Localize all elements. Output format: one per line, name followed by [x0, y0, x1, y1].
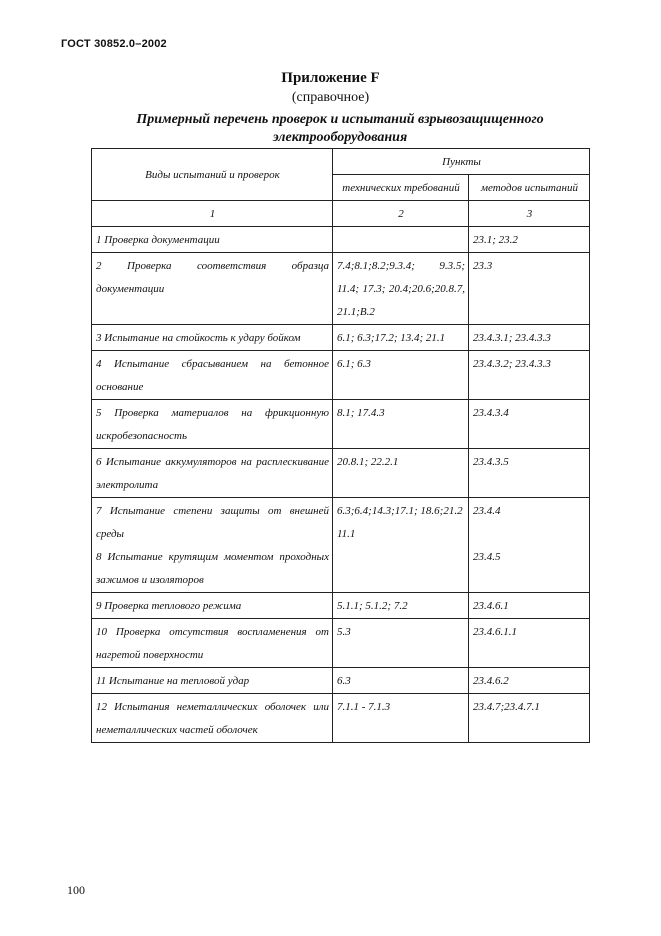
req-clauses: 20.8.1; 22.2.1 [333, 449, 469, 498]
appendix-heading [90, 111, 590, 147]
table-row [92, 619, 590, 668]
req-clauses: 5.1.1; 5.1.2; 7.2 [333, 593, 469, 619]
test-name: 8 Испытание крутящим моментом проходных зажимов и изоляторов [96, 551, 329, 586]
method-clauses: 23.4.3.1; 23.4.3.3 [469, 325, 590, 351]
appendix-subtitle: (справочное) [291, 90, 370, 105]
method-clauses: 23.4.6.1.1 [469, 619, 590, 668]
col-number-2: 2 [333, 201, 469, 227]
test-name: 6 Испытание аккумуляторов на расплескивание электролита [92, 449, 333, 498]
table-row [92, 593, 590, 619]
req-clauses: 7.4;8.1;8.2;9.3.4; 9.3.5; 11.4; 17.3; 20.4;20.6;20.8.7, 21.1;B.2 [333, 253, 469, 325]
test-name: 1 Проверка документации [92, 227, 333, 253]
test-names-7-8 [92, 498, 333, 593]
heading-line-1: Примерный перечень проверок и испытаний взрывозащищенного [136, 112, 544, 127]
table-row [92, 694, 590, 743]
req-clauses: 6.1; 6.3;17.2; 13.4; 21.1 [333, 325, 469, 351]
test-name: 2 Проверка соответствия образца документации [92, 253, 333, 325]
req-clauses: 5.3 [333, 619, 469, 668]
test-name: 10 Проверка отсутствия воспламенения от нагретой поверхности [92, 619, 333, 668]
table-row [92, 351, 590, 400]
method-clauses: 23.4.6.2 [469, 668, 590, 694]
table-row [92, 400, 590, 449]
method-clauses: 23.4.3.5 [469, 449, 590, 498]
req-clauses: 6.1; 6.3 [333, 351, 469, 400]
table-row [92, 253, 590, 325]
test-name: 9 Проверка теплового режима [92, 593, 333, 619]
method-clauses: 23.4.4 [473, 505, 501, 517]
table-row [92, 449, 590, 498]
method-clauses: 23.3 [469, 253, 590, 325]
method-clauses: 23.4.5 [473, 551, 501, 563]
group-header: Пункты [333, 149, 590, 175]
method-clauses-7-8 [469, 498, 590, 593]
page-number: 100 [67, 883, 85, 897]
method-clauses: 23.4.3.2; 23.4.3.3 [469, 351, 590, 400]
req-clauses: 6.3 [333, 668, 469, 694]
col-number-3: 3 [469, 201, 590, 227]
col1-header: Виды испытаний и проверок [92, 149, 333, 201]
test-name: 11 Испытание на тепловой удар [92, 668, 333, 694]
appendix-title: Приложение F [281, 70, 380, 86]
req-clauses: 8.1; 17.4.3 [333, 400, 469, 449]
method-clauses: 23.4.7;23.4.7.1 [469, 694, 590, 743]
table-row-combined [92, 498, 590, 593]
test-name: 4 Испытание сбрасыванием на бетонное основание [92, 351, 333, 400]
col-number-1: 1 [92, 201, 333, 227]
req-clauses: 7.1.1 - 7.1.3 [333, 694, 469, 743]
req-clauses: 6.3;6.4;14.3;17.1; 18.6;21.2 [337, 505, 463, 517]
req-clauses: 11.1 [337, 528, 356, 540]
req-clauses [333, 227, 469, 253]
col2-header: технических требований [333, 175, 469, 201]
table-row [92, 227, 590, 253]
table-row [92, 325, 590, 351]
method-clauses: 23.4.3.4 [469, 400, 590, 449]
col3-header: методов испытаний [469, 175, 590, 201]
method-clauses: 23.1; 23.2 [469, 227, 590, 253]
tests-table [91, 148, 590, 743]
test-name: 5 Проверка материалов на фрикционную искробезопасность [92, 400, 333, 449]
method-clauses: 23.4.6.1 [469, 593, 590, 619]
document-header: ГОСТ 30852.0–2002 [61, 38, 167, 50]
test-name: 7 Испытание степени защиты от внешней среды [96, 505, 329, 540]
test-name: 12 Испытания неметаллических оболочек или неметаллических частей оболочек [92, 694, 333, 743]
test-name: 3 Испытание на стойкость к удару бойком [92, 325, 333, 351]
req-clauses-7-8 [333, 498, 469, 593]
heading-line-2: электрооборудования [272, 130, 408, 145]
table-row [92, 668, 590, 694]
